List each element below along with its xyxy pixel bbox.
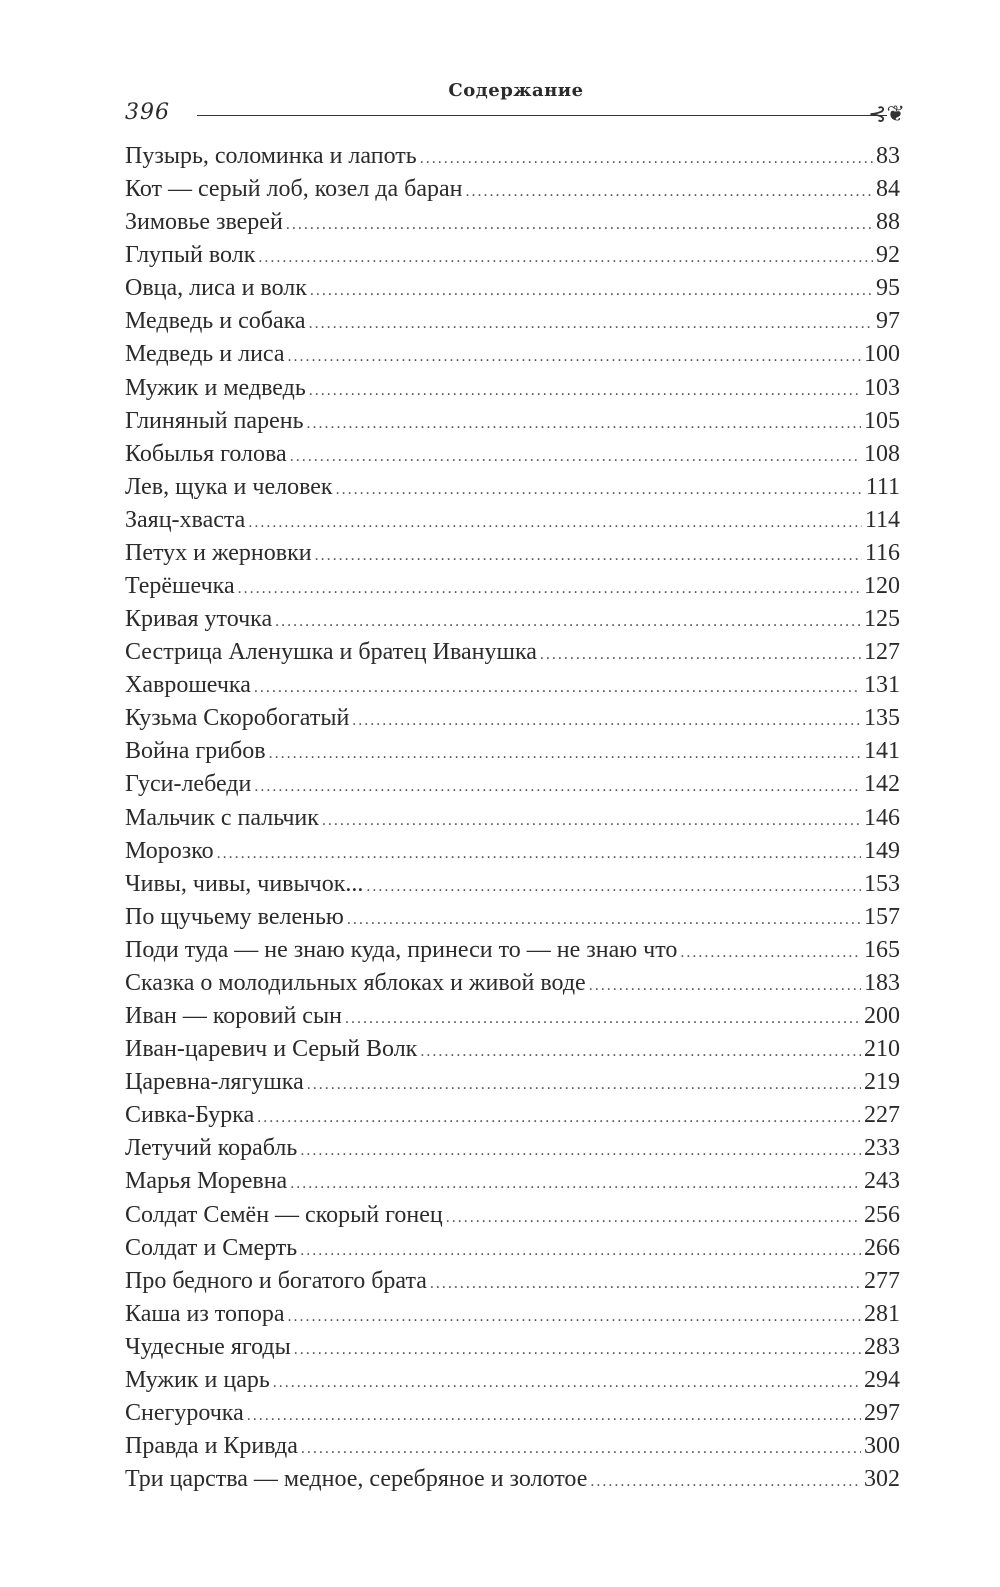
toc-entry-title: Овца, лиса и волк xyxy=(125,275,307,302)
toc-entry xyxy=(125,802,900,835)
toc-entry-page: 294 xyxy=(864,1366,900,1393)
toc-entry-page: 142 xyxy=(864,771,900,798)
toc-entry-title: Заяц-хваста xyxy=(125,506,246,533)
toc-entry-page: 281 xyxy=(864,1300,900,1327)
toc-entry-page: 108 xyxy=(864,440,900,467)
toc-entry-page: 302 xyxy=(864,1466,900,1493)
toc-entry-title: Глиняный парень xyxy=(125,407,304,434)
toc-entry-title: Иван-царевич и Серый Волк xyxy=(125,1036,418,1063)
toc-entry xyxy=(125,239,900,272)
toc-leader-dots xyxy=(307,407,861,440)
toc-leader-dots xyxy=(287,1300,861,1333)
toc-entry xyxy=(125,504,900,537)
toc-leader-dots xyxy=(590,1465,861,1498)
toc-entry-title: Три царства — медное, серебряное и золотое xyxy=(125,1466,588,1493)
toc-entry-page: 210 xyxy=(864,1036,900,1063)
toc-leader-dots xyxy=(310,274,873,307)
toc-leader-dots xyxy=(248,506,862,539)
toc-entry xyxy=(125,1463,900,1496)
toc-entry-page: 243 xyxy=(864,1168,900,1195)
toc-entry-title: Сказка о молодильных яблоках и живой воде xyxy=(125,969,586,996)
toc-entry xyxy=(125,1066,900,1099)
toc-leader-dots xyxy=(258,241,873,274)
toc-entry xyxy=(125,967,900,1000)
toc-entry-page: 92 xyxy=(876,242,900,269)
toc-leader-dots xyxy=(466,175,873,208)
toc-entry-title: Сивка-Бурка xyxy=(125,1102,255,1129)
toc-entry-title: Солдат и Смерть xyxy=(125,1234,298,1261)
toc-entry-page: 266 xyxy=(864,1234,900,1261)
toc-entry-page: 88 xyxy=(876,209,900,236)
toc-leader-dots xyxy=(257,1101,861,1134)
toc-entry xyxy=(125,1430,900,1463)
toc-entry xyxy=(125,471,900,504)
toc-leader-dots xyxy=(301,1432,861,1465)
toc-entry xyxy=(125,1000,900,1033)
toc-entry-title: Морозко xyxy=(125,837,214,864)
toc-entry xyxy=(125,735,900,768)
toc-entry-title: Мальчик с пальчик xyxy=(125,804,319,831)
toc-entry-page: 120 xyxy=(864,573,900,600)
toc-entry xyxy=(125,372,900,405)
toc-entry xyxy=(125,1033,900,1066)
toc-entry-page: 111 xyxy=(865,473,900,500)
toc-entry-title: По щучьему веленью xyxy=(125,903,344,930)
toc-leader-dots xyxy=(294,1333,861,1366)
toc-entry-title: Кобылья голова xyxy=(125,440,287,467)
toc-entry-title: Война грибов xyxy=(125,738,266,765)
toc-leader-dots xyxy=(273,1366,861,1399)
toc-entry-title: Снегурочка xyxy=(125,1399,244,1426)
toc-leader-dots xyxy=(247,1399,861,1432)
toc-entry-title: Терёшечка xyxy=(125,573,235,600)
toc-entry xyxy=(125,934,900,967)
toc-entry-title: Правда и Кривда xyxy=(125,1433,298,1460)
toc-leader-dots xyxy=(275,605,861,638)
toc-entry xyxy=(125,1232,900,1265)
toc-entry-title: Сестрица Аленушка и братец Иванушка xyxy=(125,639,537,666)
toc-leader-dots xyxy=(300,1134,861,1167)
toc-entry-title: Медведь и лиса xyxy=(125,341,285,368)
running-title: Содержание xyxy=(448,80,584,101)
toc-leader-dots xyxy=(366,870,861,903)
toc-entry-page: 297 xyxy=(864,1399,900,1426)
toc-entry-page: 114 xyxy=(864,506,900,533)
page-number: 396 xyxy=(125,100,170,125)
toc-entry-title: Кривая уточка xyxy=(125,606,273,633)
toc-entry-title: Солдат Семён — скорый гонец xyxy=(125,1201,443,1228)
toc-entry xyxy=(125,1132,900,1165)
toc-entry xyxy=(125,537,900,570)
toc-entry-page: 300 xyxy=(864,1433,900,1460)
toc-entry-title: Марья Моревна xyxy=(125,1168,288,1195)
toc-leader-dots xyxy=(420,142,873,175)
toc-entry-title: Хаврошечка xyxy=(125,672,251,699)
toc-entry-title: Поди туда — не знаю куда, принеси то — не знаю что xyxy=(125,936,678,963)
toc-entry-title: Кузьма Скоробогатый xyxy=(125,705,350,732)
toc-entry-title: Чудесные ягоды xyxy=(125,1333,291,1360)
toc-entry xyxy=(125,272,900,305)
toc-leader-dots xyxy=(290,1167,861,1200)
toc-entry xyxy=(125,1331,900,1364)
toc-entry-page: 100 xyxy=(864,341,900,368)
toc-entry xyxy=(125,438,900,471)
toc-leader-dots xyxy=(352,704,861,737)
toc-entry-page: 103 xyxy=(864,374,900,401)
toc-entry xyxy=(125,702,900,735)
toc-entry xyxy=(125,305,900,338)
toc-leader-dots xyxy=(307,1068,861,1101)
toc-leader-dots xyxy=(300,1234,861,1267)
toc-leader-dots xyxy=(217,837,861,870)
toc-entry-page: 135 xyxy=(864,705,900,732)
toc-leader-dots xyxy=(680,936,861,969)
toc-entry-page: 165 xyxy=(864,936,900,963)
toc-leader-dots xyxy=(286,208,873,241)
toc-leader-dots xyxy=(309,307,873,340)
toc-entry xyxy=(125,1397,900,1430)
toc-entry-page: 219 xyxy=(864,1069,900,1096)
toc-entry-page: 277 xyxy=(864,1267,900,1294)
toc-leader-dots xyxy=(315,539,862,572)
toc-entry xyxy=(125,1165,900,1198)
toc-entry-page: 227 xyxy=(864,1102,900,1129)
toc-entry-page: 283 xyxy=(864,1333,900,1360)
toc-entry xyxy=(125,405,900,438)
toc-entry-title: Чивы, чивы, чивычок... xyxy=(125,870,364,897)
toc-entry-page: 141 xyxy=(864,738,900,765)
toc-leader-dots xyxy=(269,737,861,770)
toc-entry-page: 127 xyxy=(864,639,900,666)
toc-entry xyxy=(125,603,900,636)
toc-entry xyxy=(125,669,900,702)
toc-leader-dots xyxy=(430,1267,861,1300)
toc-entry xyxy=(125,206,900,239)
toc-entry-page: 233 xyxy=(864,1135,900,1162)
toc-entry-page: 105 xyxy=(864,407,900,434)
toc-entry-page: 131 xyxy=(864,672,900,699)
toc-entry-title: Царевна-лягушка xyxy=(125,1069,304,1096)
toc-entry xyxy=(125,570,900,603)
toc-leader-dots xyxy=(309,374,861,407)
toc-entry-title: Каша из топора xyxy=(125,1300,285,1327)
toc-entry-title: Пузырь, соломинка и лапоть xyxy=(125,143,417,169)
toc-leader-dots xyxy=(238,572,861,605)
toc-entry xyxy=(125,1265,900,1298)
toc-entry-title: Зимовье зверей xyxy=(125,209,283,236)
toc-leader-dots xyxy=(347,903,861,936)
toc-leader-dots xyxy=(345,1002,861,1035)
toc-leader-dots xyxy=(540,638,861,671)
toc-leader-dots xyxy=(336,473,863,506)
ornament-icon: ⊰❦ xyxy=(868,102,905,127)
toc-leader-dots xyxy=(290,440,861,473)
toc-entry xyxy=(125,636,900,669)
toc-leader-dots xyxy=(288,340,861,373)
toc-entry-title: Петух и жерновки xyxy=(125,539,312,566)
toc-entry-title: Иван — коровий сын xyxy=(125,1003,342,1030)
toc-entry xyxy=(125,140,900,173)
table-of-contents xyxy=(125,140,900,1496)
toc-entry-title: Мужик и царь xyxy=(125,1366,270,1393)
toc-entry-page: 153 xyxy=(864,870,900,897)
toc-entry xyxy=(125,338,900,371)
toc-entry xyxy=(125,768,900,801)
toc-entry-title: Лев, щука и человек xyxy=(125,473,333,500)
toc-entry-page: 83 xyxy=(876,143,900,169)
toc-entry xyxy=(125,1298,900,1331)
toc-entry xyxy=(125,173,900,206)
toc-leader-dots xyxy=(254,770,861,803)
page-header xyxy=(125,78,907,128)
toc-entry-page: 256 xyxy=(864,1201,900,1228)
toc-leader-dots xyxy=(420,1035,861,1068)
toc-entry-title: Глупый волк xyxy=(125,242,256,269)
toc-leader-dots xyxy=(446,1201,861,1234)
toc-entry-page: 146 xyxy=(864,804,900,831)
toc-entry-title: Гуси-лебеди xyxy=(125,771,252,798)
toc-entry-title: Кот — серый лоб, козел да баран xyxy=(125,176,463,203)
header-rule xyxy=(197,115,887,116)
toc-entry-page: 149 xyxy=(864,837,900,864)
toc-entry-page: 97 xyxy=(876,308,900,335)
toc-entry-page: 183 xyxy=(864,969,900,996)
toc-entry xyxy=(125,901,900,934)
toc-entry-title: Мужик и медведь xyxy=(125,374,306,401)
toc-leader-dots xyxy=(322,804,861,837)
toc-entry-page: 157 xyxy=(864,903,900,930)
toc-entry xyxy=(125,868,900,901)
toc-leader-dots xyxy=(254,671,861,704)
toc-entry-page: 125 xyxy=(864,606,900,633)
toc-entry-page: 95 xyxy=(876,275,900,302)
toc-entry-title: Летучий корабль xyxy=(125,1135,298,1162)
toc-entry-page: 84 xyxy=(876,176,900,203)
toc-entry xyxy=(125,1099,900,1132)
toc-leader-dots xyxy=(589,969,861,1002)
toc-entry xyxy=(125,1199,900,1232)
toc-entry xyxy=(125,1364,900,1397)
toc-entry-page: 200 xyxy=(864,1003,900,1030)
toc-entry xyxy=(125,835,900,868)
toc-entry-title: Медведь и собака xyxy=(125,308,306,335)
toc-entry-title: Про бедного и богатого брата xyxy=(125,1267,427,1294)
toc-entry-page: 116 xyxy=(864,539,900,566)
